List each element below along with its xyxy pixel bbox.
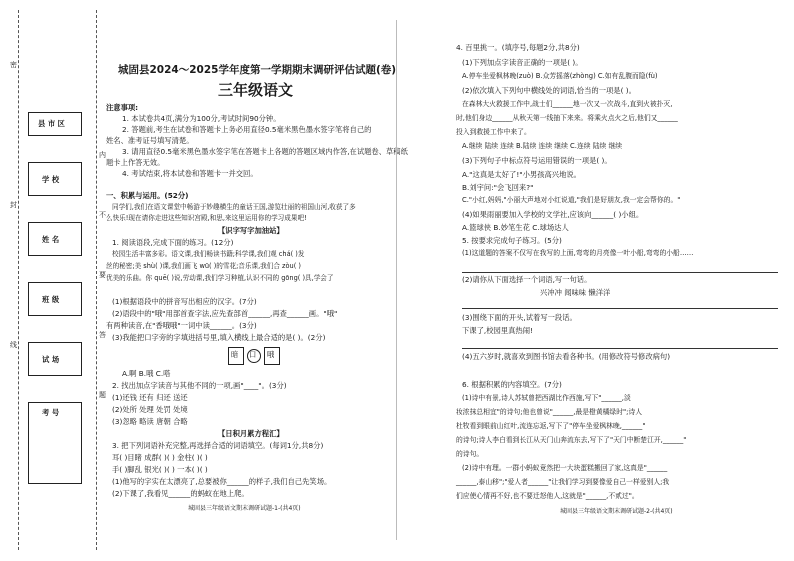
question-item: 妆浓抹总相宜"的诗句;他也曾说"______,最是橙黄橘绿时";诗人 <box>456 408 643 416</box>
notice-item: 姓名、准考证号填写清楚。 <box>106 136 194 145</box>
info-label: 姓 名 <box>42 235 60 244</box>
question-item: (1)根据语段中的拼音写出相应的汉字。(7分) <box>112 297 257 306</box>
answer-options: A.篮球侠 B.妙笔生花 C.球场达人 <box>462 223 569 232</box>
question-item: 手( )脚乱 银光( )( ) 一本( )( ) <box>112 465 208 474</box>
question-item: 们应使心情再不好,也不要迁怒他人,这就是"______,不贰过"。 <box>456 492 639 500</box>
column-divider <box>396 20 397 540</box>
question-item: 杜牧看到眼前山红叶,流连忘返,写下了"停车坐爱枫林晚,______" <box>456 422 646 430</box>
sub-section-heading: 【识字写字加油站】 <box>218 226 284 235</box>
margin-word: 要 <box>99 271 106 279</box>
question-stem: 1. 阅读语段,完成下面的练习。(12分) <box>112 238 234 247</box>
binding-line-outer <box>18 10 19 550</box>
notice-heading: 注意事项: <box>106 103 139 112</box>
margin-word: 内 <box>99 151 106 159</box>
answer-line[interactable] <box>462 308 778 309</box>
question-item: (1)下列加点字读音正确的一项是( )。 <box>462 58 583 67</box>
answer-line[interactable] <box>462 272 778 273</box>
info-label: 考 号 <box>42 408 60 417</box>
notice-item: 4. 考试结束,将本试卷和答题卡一并交回。 <box>122 169 258 178</box>
question-item: (2)处所 处理 处罚 处境 <box>112 405 188 414</box>
section-heading: 一、积累与运用。(52分) <box>106 191 189 200</box>
exam-title: 城固县2024～2025学年度第一学期期末调研评估试题(卷) <box>118 64 397 76</box>
margin-word: 封 <box>10 201 17 209</box>
question-stem: 6. 根据积累的内容填空。(7分) <box>462 380 562 389</box>
question-stem: 2. 找出加点字读音与其他不同的一项,画"____"。(3分) <box>112 381 287 390</box>
intro-text: 同学们,我们在语文课堂中畅游于妙趣横生的童话王国,游览壮丽的祖国山河,收获了多 <box>112 203 356 211</box>
question-item: (1)这道题的答案不仅写在我写的上面,弯弯的月亮像一叶小船,弯弯的小船…… <box>462 249 694 257</box>
answer-option: A."这真是太好了!"小男孩高兴地说。 <box>462 170 581 179</box>
question-item: 耳( )目睹 成群( )( ) 金柱( )( ) <box>112 453 208 462</box>
margin-word: 题 <box>99 391 106 399</box>
char-figure-mid-text: 口 <box>249 350 257 359</box>
question-item: (4)如果雨丽要加入学校的文学社,应该向______( )小组。 <box>462 210 644 219</box>
passage-text: 时,他们身边______从秋天第一线抽下来来。将乘火点火之后,他们又______ <box>456 114 678 122</box>
passage-text: 丝的秘密;美 shù( )课,我们画飞 wū( )的雪花;音乐课,我们合 zòu( ) <box>106 262 301 270</box>
page-footer-left: 城固县三年级语文期末调研试题-1-(共4页) <box>188 505 301 512</box>
question-item: (3)忽略 略读 唐朝 合略 <box>112 417 188 426</box>
question-item: (1)他写的字实在太漂亮了,总要被你______的样子,我们自己先笑场。 <box>112 477 332 486</box>
question-item: (2)依次填入下列句中横线处的词语,恰当的一项是( )。 <box>462 86 636 95</box>
passage-text: 优美的乐曲。你 quē( )说,劳动课,我们学习种植,认识不同的 gōng( )具,学会了 <box>106 274 334 282</box>
char-figure-left-text: 暗 <box>231 350 239 359</box>
question-item: (3)围绕下面的开头,试着写一段话。 <box>462 313 577 322</box>
question-item: (4)五六岁时,就喜欢到图书馆去看各种书。(用修改符号修改病句) <box>462 352 671 361</box>
margin-word: 答 <box>99 331 106 339</box>
info-label: 学 校 <box>42 175 60 184</box>
answer-line[interactable] <box>462 348 778 349</box>
char-figure-right-text: 哦 <box>267 350 275 359</box>
binding-line-inner <box>96 10 97 550</box>
answer-options: A.啊 B.哦 C.嗒 <box>122 369 171 378</box>
notice-item: 3. 请用直径0.5毫米黑色墨水签字笔在答题卡上各题的答题区域内作答,在试题卷、草稿纸 <box>122 147 408 156</box>
question-item: (2)语段中的"哦"用部首查字法,应先查部首______,再查______画。"哦" <box>112 309 338 318</box>
info-label: 试 场 <box>42 355 60 364</box>
sub-section-heading: 【日积月累方程汇】 <box>218 429 284 438</box>
question-stem: 5. 按要求完成句子练习。(5分) <box>462 236 562 245</box>
subject-title: 三年级语文 <box>218 81 294 99</box>
answer-option: B.刘宇问:"会飞回来?" <box>462 183 534 192</box>
question-stem: 3. 把下列词语补充完整,再选择合适的词语填空。(每词1分,共8分) <box>112 441 324 450</box>
passage-text: 在森林大火救援工作中,战士们______地一次又一次战斗,直到火被扑灭, <box>462 100 673 108</box>
question-item: (3)我能把口字旁的字填进括号里,填入横线上最合适的是( )。(2分) <box>112 333 326 342</box>
info-label: 班 级 <box>42 295 60 304</box>
question-item: (1)还钱 还有 归还 送还 <box>112 393 188 402</box>
margin-word: 密 <box>10 61 17 69</box>
question-item: 有两种读音,在"香哦哦"一词中读______。(3分) <box>106 321 257 330</box>
answer-options: A.停车坐爱枫林晚(zuò) B.众芳摇落(zhòng) C.如有乱腹而隐(fù) <box>462 72 658 80</box>
question-item: (2)诗中有理。一群小蚂蚁竟然把一大块蛋糕搬回了家,这真是"______ <box>462 464 668 472</box>
notice-item: 1. 本试卷共4页,满分为100分,考试时间90分钟。 <box>122 114 281 123</box>
notice-item: 题卡上作答无效。 <box>106 158 165 167</box>
info-label: 县 市 区 <box>38 119 65 128</box>
word-choices: 兴冲冲 闻味味 懒洋洋 <box>540 288 611 297</box>
passage-text: 校园生活丰富多彩。语文课,我们畅读书籍;科学课,我们观 chá( )发 <box>112 250 305 258</box>
question-item: (1)诗中有景,诗人苏轼曾把西湖比作西施,写下"______,淡 <box>462 394 631 402</box>
question-stem: 4. 百里挑一。(填序号,每题2分,共8分) <box>456 43 580 52</box>
notice-item: 2. 答题前,考生在试卷和答题卡上务必用直径0.5毫米黑色墨水签字笔将自己的 <box>122 125 372 134</box>
question-item: 的诗句;诗人李白看到长江从天门山奔流东去,写下了"天门中断楚江开,______" <box>456 436 687 444</box>
intro-text: 么快乐!现在请你走进这些知识宫殿,和思,来这里运用你的学习成果吧! <box>106 214 307 222</box>
answer-option: C."小红,妈妈,"小丽大声地对小红说道,"我们是好朋友,我一定会帮你的。" <box>462 196 681 204</box>
passage-text: 投入到救援工作中来了。 <box>456 128 531 136</box>
question-item: ______,泰山移";"爱人者______"让我们学习到要像爱自己一样爱别人;我 <box>456 478 670 486</box>
margin-word: 线 <box>10 341 17 349</box>
answer-options: A.继续 陆续 连续 B.陆续 连续 继续 C.连续 陆续 继续 <box>462 142 623 150</box>
question-item: (2)请你从下面选择一个词语,写一句话。 <box>462 275 592 284</box>
prompt-text: 下课了,校园里真热闹! <box>462 326 533 335</box>
question-item: 的诗句。 <box>456 450 484 458</box>
question-item: (3)下列句子中标点符号运用错误的一项是( )。 <box>462 156 612 165</box>
margin-word: 不 <box>99 211 106 219</box>
page-footer-right: 城固县三年级语文期末调研试题-2-(共4页) <box>560 508 673 515</box>
question-item: (2)下课了,我看见______的蚂蚁在地上爬。 <box>112 489 249 498</box>
